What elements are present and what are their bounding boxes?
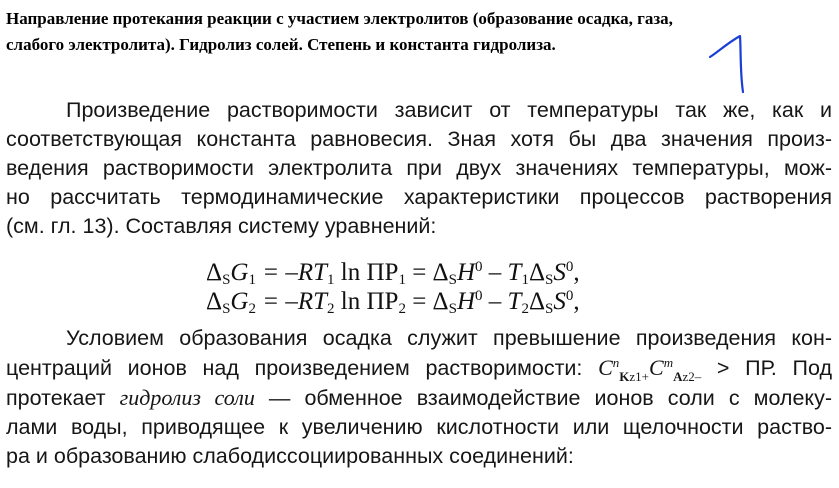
paragraph-line-with-formula: центраций ионов над произведением растворимости: $C^n_{Kz1+}C^m_{Az2-}$ > ПР. Под bbox=[6, 355, 832, 384]
paragraph-solubility bbox=[6, 96, 832, 241]
paragraph-precipitation bbox=[6, 324, 832, 471]
paragraph-line: но рассчитать термодинамические характеристики процессов растворения bbox=[6, 185, 832, 209]
section-heading bbox=[6, 6, 796, 58]
paragraph-line: Условием образования осадка служит превышение произведения кон- bbox=[66, 326, 832, 350]
paragraph-line: ра и образованию слабодиссоциированных соединений: bbox=[6, 444, 574, 468]
equation-2: $\Delta_SG_2 = -RT_2$ $\ln ПР_2 = \Delta_SH^0 - T_2\Delta_SS^0$, bbox=[206, 288, 580, 317]
handwritten-one-mark bbox=[708, 30, 754, 94]
term-hydrolysis: гидролиз соли bbox=[119, 385, 255, 410]
paragraph-line-hydrolysis: протекает гидролиз соли — обменное взаимодействие ионов соли с молеку- bbox=[6, 385, 832, 410]
paragraph-line: ведения растворимости электролита при двух значениях температуры, мож- bbox=[6, 156, 832, 180]
paragraph-line: Произведение растворимости зависит от температуры так же, как и bbox=[66, 98, 832, 122]
equation-1: $\Delta_SG_1 = -RT_1$ $\ln ПР_1 = \Delta_SH^0 - T_1\Delta_SS^0$, bbox=[206, 259, 580, 288]
paragraph-line: лами воды, приводящее к увеличению кислотности или щелочности раство- bbox=[6, 415, 832, 439]
heading-line-2: слабого электролита). Гидролиз солей. Степень и константа гидролиза. bbox=[6, 35, 556, 54]
paragraph-line: соответствующая константа равновесия. Зная хотя бы два значения произ- bbox=[6, 127, 832, 151]
concentration-product-formula: $C^n_{Kz1+}C^m_{Az2-}$ bbox=[598, 355, 702, 384]
heading-line-1: Направление протекания реакции с участием электролитов (образование осадка, газа, bbox=[6, 9, 673, 28]
paragraph-line: (см. гл. 13). Составляя систему уравнений: bbox=[6, 214, 437, 238]
